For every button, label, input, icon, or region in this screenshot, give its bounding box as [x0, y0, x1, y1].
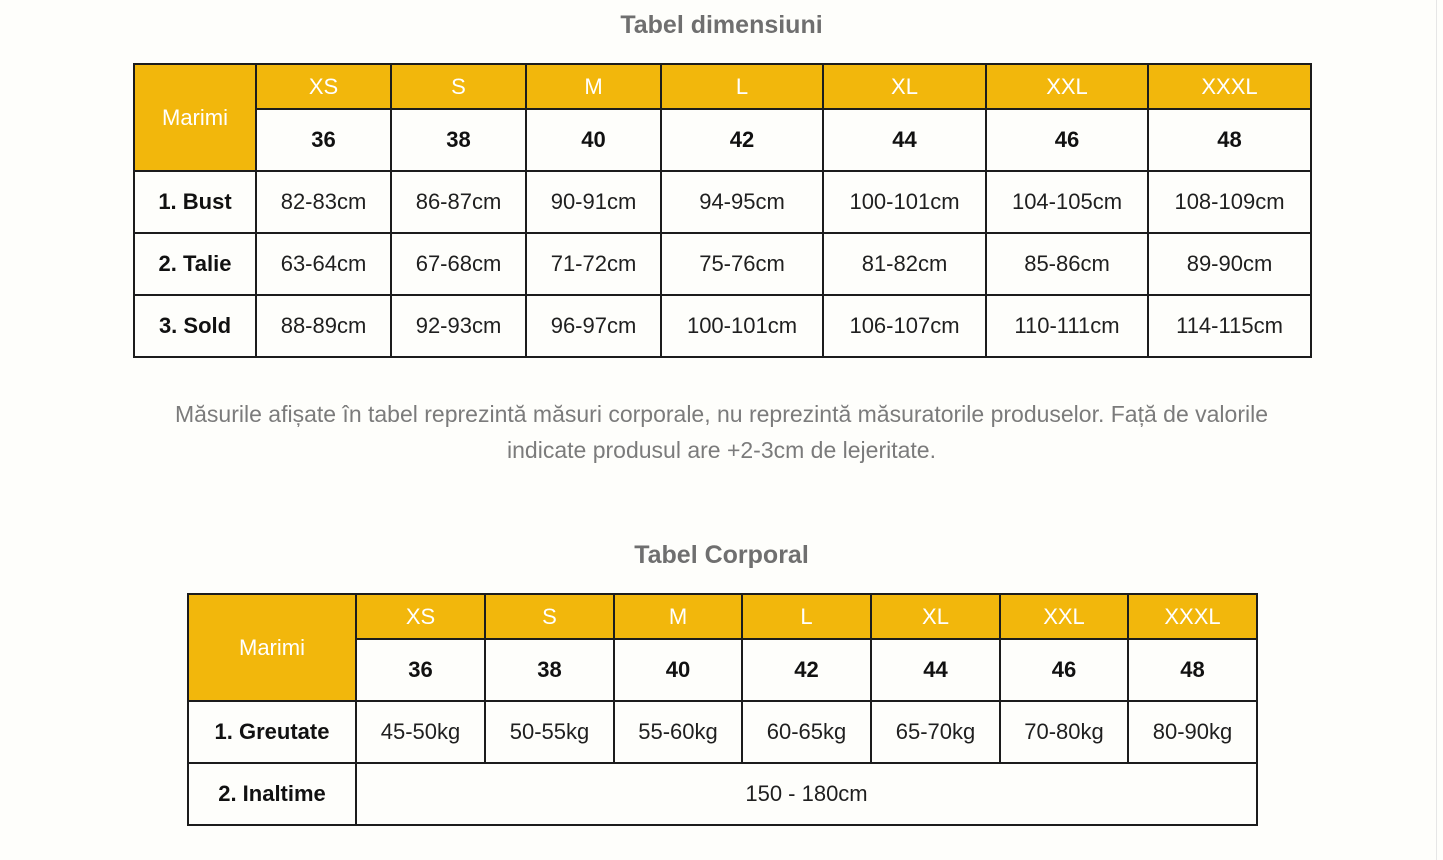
table-cell: 82-83cm [256, 171, 391, 233]
corner-label: Marimi [188, 594, 356, 701]
measurement-note [60, 396, 1383, 468]
size-number-cell: 36 [256, 109, 391, 171]
page-edge-divider [1436, 0, 1437, 860]
size-header-cell: XXXL [1148, 64, 1311, 109]
table-cell: 110-111cm [986, 295, 1148, 357]
table-cell: 50-55kg [485, 701, 614, 763]
row-label: 2. Inaltime [188, 763, 356, 825]
table-cell: 80-90kg [1128, 701, 1257, 763]
table-cell: 65-70kg [871, 701, 1000, 763]
table-cell: 100-101cm [661, 295, 823, 357]
row-label: 1. Greutate [188, 701, 356, 763]
table-cell: 104-105cm [986, 171, 1148, 233]
size-number-cell: 38 [391, 109, 526, 171]
table-cell: 100-101cm [823, 171, 986, 233]
size-header-cell: S [485, 594, 614, 639]
size-header-cell: XXL [986, 64, 1148, 109]
row-label: 3. Sold [134, 295, 256, 357]
size-header-cell: L [661, 64, 823, 109]
table-cell: 63-64cm [256, 233, 391, 295]
size-number-cell: 42 [742, 639, 871, 701]
table-cell: 86-87cm [391, 171, 526, 233]
table-cell: 96-97cm [526, 295, 661, 357]
size-number-cell: 38 [485, 639, 614, 701]
size-number-cell: 42 [661, 109, 823, 171]
table-cell: 71-72cm [526, 233, 661, 295]
table-row-sold [134, 295, 1311, 357]
table-cell: 85-86cm [986, 233, 1148, 295]
size-header-cell: M [526, 64, 661, 109]
size-number-row [134, 109, 1311, 171]
dimension-table [133, 63, 1312, 358]
size-number-cell: 40 [526, 109, 661, 171]
size-number-cell: 48 [1128, 639, 1257, 701]
table-cell: 70-80kg [1000, 701, 1128, 763]
table-cell: 60-65kg [742, 701, 871, 763]
table-row-bust [134, 171, 1311, 233]
table-cell: 88-89cm [256, 295, 391, 357]
size-number-cell: 40 [614, 639, 742, 701]
table-cell: 45-50kg [356, 701, 485, 763]
table-cell: 67-68cm [391, 233, 526, 295]
size-number-cell: 36 [356, 639, 485, 701]
corner-label: Marimi [134, 64, 256, 171]
size-number-cell: 46 [1000, 639, 1128, 701]
size-header-cell: XS [356, 594, 485, 639]
table-row-inaltime [188, 763, 1257, 825]
table-row-greutate [188, 701, 1257, 763]
row-label: 1. Bust [134, 171, 256, 233]
size-header-cell: XS [256, 64, 391, 109]
table-cell: 114-115cm [1148, 295, 1311, 357]
size-number-cell: 44 [871, 639, 1000, 701]
size-number-cell: 44 [823, 109, 986, 171]
table-cell: 92-93cm [391, 295, 526, 357]
table-cell: 90-91cm [526, 171, 661, 233]
size-header-cell: XXL [1000, 594, 1128, 639]
body-table [187, 593, 1258, 826]
size-header-cell: XL [823, 64, 986, 109]
size-header-cell: XXXL [1128, 594, 1257, 639]
size-letter-row [188, 594, 1257, 639]
table-cell: 89-90cm [1148, 233, 1311, 295]
size-header-cell: XL [871, 594, 1000, 639]
table-cell: 108-109cm [1148, 171, 1311, 233]
table-cell: 94-95cm [661, 171, 823, 233]
size-number-cell: 48 [1148, 109, 1311, 171]
row-label: 2. Talie [134, 233, 256, 295]
table-cell: 55-60kg [614, 701, 742, 763]
size-header-cell: S [391, 64, 526, 109]
size-number-cell: 46 [986, 109, 1148, 171]
note-line-2: indicate produsul are +2-3cm de lejeritate. [507, 437, 936, 463]
size-header-cell: M [614, 594, 742, 639]
table-cell: 75-76cm [661, 233, 823, 295]
note-line-1: Măsurile afișate în tabel reprezintă măsuri corporale, nu reprezintă măsuratorile produselor. Față de valorile [174, 401, 1269, 427]
body-table-title: Tabel Corporal [634, 541, 809, 569]
size-letter-row [134, 64, 1311, 109]
table-cell: 81-82cm [823, 233, 986, 295]
size-header-cell: L [742, 594, 871, 639]
dimension-table-title: Tabel dimensiuni [620, 11, 823, 39]
table-cell-merged: 150 - 180cm [356, 763, 1257, 825]
table-row-talie [134, 233, 1311, 295]
table-cell: 106-107cm [823, 295, 986, 357]
